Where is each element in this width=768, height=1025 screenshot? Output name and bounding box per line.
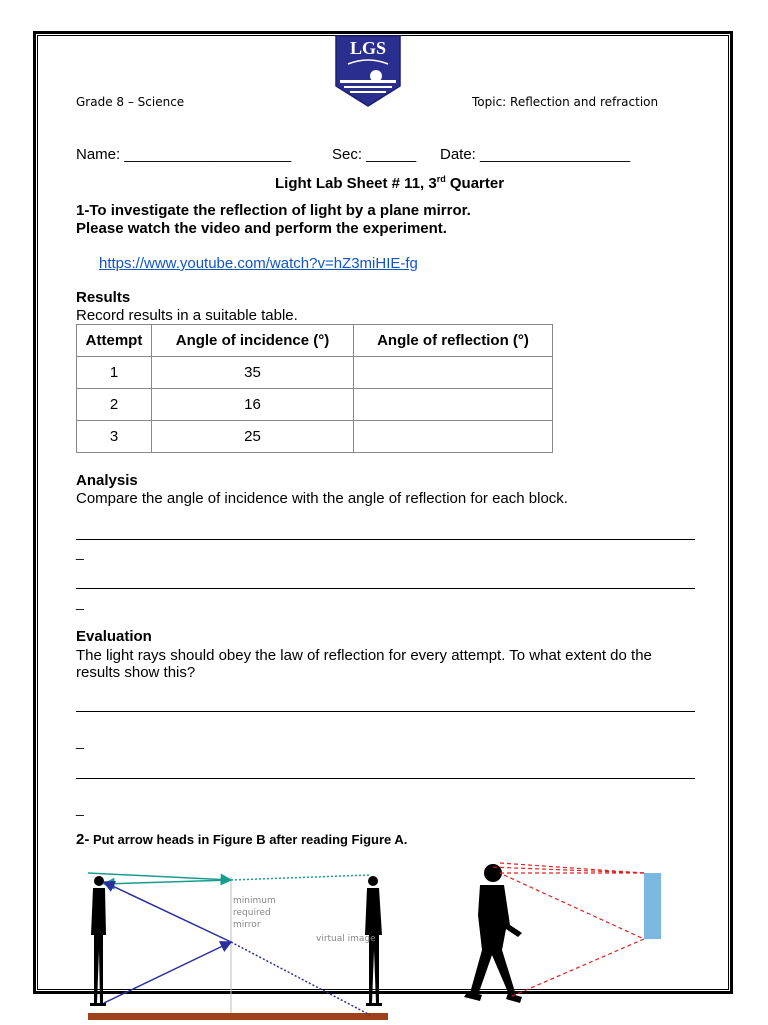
svg-text:LGS: LGS: [349, 38, 387, 58]
date-field[interactable]: Date: __________________: [440, 146, 631, 163]
video-link[interactable]: https://www.youtube.com/watch?v=hZ3miHIE-fg: [99, 255, 418, 272]
figure-b: [464, 863, 661, 1003]
analysis-heading: Analysis: [76, 472, 138, 489]
evaluation-text-1: The light rays should obey the law of reflection for every attempt. To what extent do the: [76, 647, 652, 664]
page-title: [275, 174, 504, 192]
col-incidence: Angle of incidence (°): [152, 325, 354, 357]
person-silhouette-icon: [90, 876, 106, 1006]
answer-dash: _: [76, 733, 84, 749]
floor-icon: [88, 1013, 388, 1020]
school-logo: [334, 34, 402, 108]
table-row: [77, 421, 553, 453]
grade-label: Grade 8 – Science: [76, 95, 185, 109]
title-main: Light Lab Sheet # 11, 3: [275, 175, 437, 192]
cell-reflection[interactable]: [354, 421, 553, 453]
topic-label: Topic: Reflection and refraction: [472, 95, 659, 109]
cell-attempt: 3: [77, 421, 152, 453]
cell-incidence: 16: [152, 389, 354, 421]
col-attempt: Attempt: [77, 325, 152, 357]
results-heading: Results: [76, 289, 131, 306]
q2-instruction: [76, 831, 407, 848]
answer-line[interactable]: [76, 711, 695, 712]
label-min-3: mirror: [233, 920, 261, 930]
figure-a: [88, 873, 388, 1020]
title-sup: rd: [436, 174, 446, 184]
table-header-row: [77, 325, 553, 357]
cell-attempt: 2: [77, 389, 152, 421]
answer-line[interactable]: [76, 539, 695, 540]
answer-line[interactable]: [76, 778, 695, 779]
q2-number: 2-: [76, 831, 90, 848]
answer-dash: _: [76, 594, 84, 610]
reflection-figures: [70, 855, 710, 1025]
title-rest: Quarter: [445, 175, 505, 192]
cell-reflection[interactable]: [354, 389, 553, 421]
answer-dash: _: [76, 544, 84, 560]
results-instruction: Record results in a suitable table.: [76, 307, 298, 324]
mirror-icon: [644, 873, 661, 939]
q1-line1: 1-To investigate the reflection of light by a plane mirror.: [76, 202, 471, 219]
cell-incidence: 25: [152, 421, 354, 453]
evaluation-text-2: results show this?: [76, 664, 196, 681]
answer-line[interactable]: [76, 588, 695, 589]
analysis-text: Compare the angle of incidence with the angle of reflection for each block.: [76, 490, 568, 507]
results-table: [76, 324, 553, 453]
answer-dash: _: [76, 800, 84, 816]
name-field[interactable]: Name: ____________________: [76, 146, 292, 163]
label-min-2: required: [233, 908, 271, 918]
table-row: [77, 389, 553, 421]
section-field[interactable]: Sec: ______: [332, 146, 417, 163]
cell-attempt: 1: [77, 357, 152, 389]
cell-reflection[interactable]: [354, 357, 553, 389]
label-min-1: minimum: [233, 896, 276, 906]
q1-line2: Please watch the video and perform the experiment.: [76, 220, 447, 237]
evaluation-heading: Evaluation: [76, 628, 152, 645]
table-row: [77, 357, 553, 389]
walking-person-silhouette-icon: [464, 864, 522, 1003]
cell-incidence: 35: [152, 357, 354, 389]
label-virtual-image: virtual image: [316, 934, 376, 944]
col-reflection: Angle of reflection (°): [354, 325, 553, 357]
q2-text: Put arrow heads in Figure B after reading Figure A.: [89, 832, 408, 847]
